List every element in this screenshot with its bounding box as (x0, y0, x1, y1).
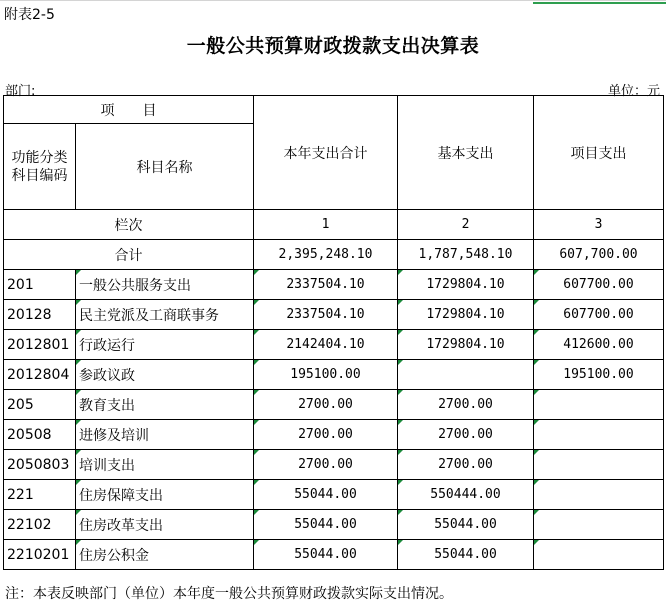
cell-project[interactable]: 412600.00 (534, 330, 664, 360)
cell-basic[interactable] (398, 360, 534, 390)
table-row (4, 300, 664, 330)
cell-code[interactable]: 2050803 (4, 450, 76, 480)
cell-name[interactable]: 一般公共服务支出 (76, 270, 254, 300)
cell-basic[interactable]: 55044.00 (398, 510, 534, 540)
table-row (4, 510, 664, 540)
header-project[interactable]: 项目支出 (534, 96, 664, 210)
cell-project[interactable]: 607700.00 (534, 300, 664, 330)
sum-project[interactable]: 607,700.00 (534, 240, 664, 270)
cell-basic[interactable]: 550444.00 (398, 480, 534, 510)
table-row (4, 450, 664, 480)
header-item[interactable]: 项 目 (4, 96, 254, 124)
cell-total[interactable]: 2700.00 (254, 420, 398, 450)
cell-code[interactable]: 201 (4, 270, 76, 300)
header-total[interactable]: 本年支出合计 (254, 96, 398, 210)
cell-name[interactable]: 参政议政 (76, 360, 254, 390)
cell-project[interactable] (534, 420, 664, 450)
cell-name[interactable]: 行政运行 (76, 330, 254, 360)
cell-total[interactable]: 2337504.10 (254, 300, 398, 330)
cell-name[interactable]: 住房保障支出 (76, 480, 254, 510)
cell-project[interactable] (534, 480, 664, 510)
cell-total[interactable]: 55044.00 (254, 480, 398, 510)
cell-project[interactable] (534, 390, 664, 420)
cell-name[interactable]: 进修及培训 (76, 420, 254, 450)
index-row-label[interactable]: 栏次 (4, 210, 254, 240)
cell-project[interactable] (534, 450, 664, 480)
cell-total[interactable]: 55044.00 (254, 540, 398, 570)
cell-project[interactable]: 195100.00 (534, 360, 664, 390)
table-row (4, 270, 664, 300)
header-code[interactable]: 功能分类科目编码 (4, 124, 76, 210)
sum-row-label[interactable]: 合计 (4, 240, 254, 270)
cell-basic[interactable]: 2700.00 (398, 390, 534, 420)
table-row (4, 360, 664, 390)
cell-code[interactable]: 2012801 (4, 330, 76, 360)
cell-project[interactable]: 607700.00 (534, 270, 664, 300)
cell-code[interactable]: 20508 (4, 420, 76, 450)
table-row (4, 540, 664, 570)
sum-basic[interactable]: 1,787,548.10 (398, 240, 534, 270)
sum-total[interactable]: 2,395,248.10 (254, 240, 398, 270)
cell-total[interactable]: 2337504.10 (254, 270, 398, 300)
selected-cell-indicator (533, 0, 666, 4)
table-row (4, 390, 664, 420)
cell-basic[interactable]: 2700.00 (398, 420, 534, 450)
cell-code[interactable]: 221 (4, 480, 76, 510)
index-col-2[interactable]: 2 (398, 210, 534, 240)
header-name[interactable]: 科目名称 (76, 124, 254, 210)
cell-code[interactable]: 2012804 (4, 360, 76, 390)
cell-code[interactable]: 20128 (4, 300, 76, 330)
table-row (4, 420, 664, 450)
cell-name[interactable]: 教育支出 (76, 390, 254, 420)
unit-label: 单位：元 (607, 84, 660, 99)
cell-name[interactable]: 住房改革支出 (76, 510, 254, 540)
cell-name[interactable]: 民主党派及工商联事务 (76, 300, 254, 330)
cell-project[interactable] (534, 510, 664, 540)
cell-total[interactable]: 2700.00 (254, 450, 398, 480)
index-col-1[interactable]: 1 (254, 210, 398, 240)
cell-code[interactable]: 2210201 (4, 540, 76, 570)
cell-basic[interactable]: 1729804.10 (398, 330, 534, 360)
cell-total[interactable]: 195100.00 (254, 360, 398, 390)
cell-basic[interactable]: 55044.00 (398, 540, 534, 570)
cell-basic[interactable]: 1729804.10 (398, 300, 534, 330)
cell-total[interactable]: 55044.00 (254, 510, 398, 540)
cell-name[interactable]: 培训支出 (76, 450, 254, 480)
sheet-tag: 附表2-5 (4, 7, 55, 23)
expenditure-table (3, 95, 664, 570)
footnote: 注：本表反映部门（单位）本年度一般公共预算财政拨款实际支出情况。 (5, 586, 453, 602)
cell-basic[interactable]: 1729804.10 (398, 270, 534, 300)
index-col-3[interactable]: 3 (534, 210, 664, 240)
cell-code[interactable]: 205 (4, 390, 76, 420)
cell-total[interactable]: 2700.00 (254, 390, 398, 420)
page-title: 一般公共预算财政拨款支出决算表 (186, 35, 480, 57)
table-row (4, 330, 664, 360)
cell-project[interactable] (534, 540, 664, 570)
cell-basic[interactable]: 2700.00 (398, 450, 534, 480)
cell-total[interactable]: 2142404.10 (254, 330, 398, 360)
dept-label: 部门: (5, 84, 36, 99)
table-row (4, 480, 664, 510)
header-basic[interactable]: 基本支出 (398, 96, 534, 210)
cell-name[interactable]: 住房公积金 (76, 540, 254, 570)
cell-code[interactable]: 22102 (4, 510, 76, 540)
